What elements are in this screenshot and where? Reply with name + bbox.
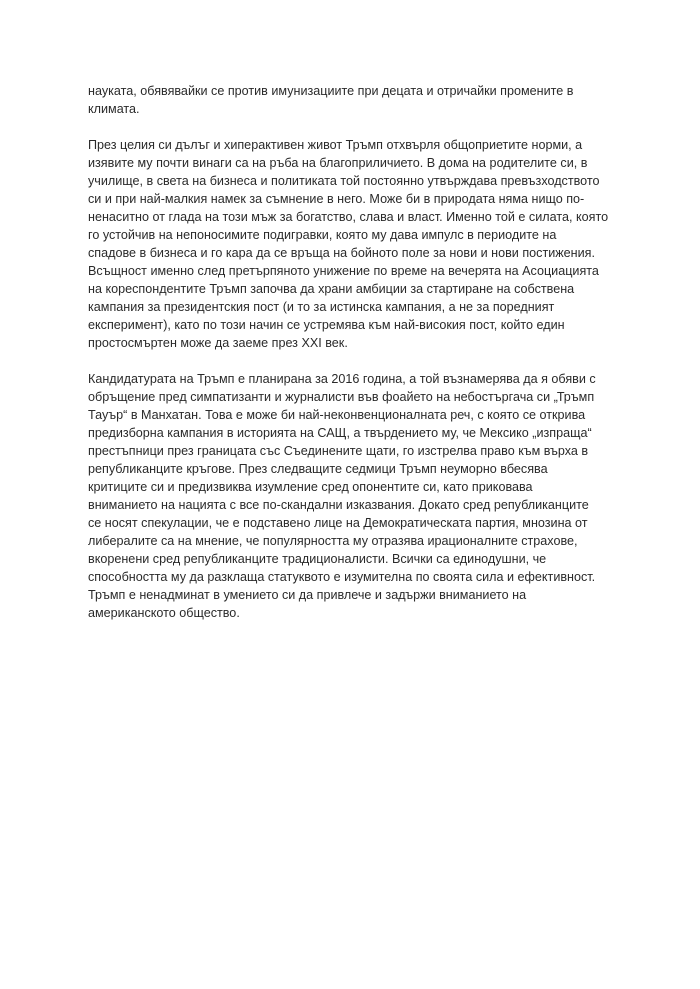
paragraph-2 (88, 136, 608, 352)
text-line: изявите му почти винаги са на ръба на благоприличието. В дома на родителите си, в (88, 156, 588, 170)
text-line: Тауър“ в Манхатан. Това е може би най-неконвенционалната реч, с която се открива (88, 408, 586, 422)
text-line: републиканците кръгове. През следващите седмици Тръмп неуморно вбесява (88, 462, 548, 476)
text-line: критиците си и предизвиква изумление сред опонентите си, като приковава (88, 480, 533, 494)
text-line: Кандидатурата на Тръмп е планирана за 2016 година, а той възнамерява да я обяви с (88, 372, 596, 386)
text-line: експеримент), като по този начин се устремява към най-високия пост, който един (88, 318, 565, 332)
text-line: простосмъртен може да заеме през XXI век. (88, 336, 348, 350)
text-line: се носят спекулации, че е подставено лице на Демократическата партия, мнозина от (88, 516, 588, 530)
text-line: престъпници през границата със Съединените щати, го изстрелва право към върха в (88, 444, 589, 458)
paragraph-3 (88, 370, 608, 622)
text-line: вниманието на нацията с все по-скандални изказвания. Докато сред републиканците (88, 498, 589, 512)
text-line: вкоренени сред републиканците традиционалисти. Всички са единодушни, че (88, 552, 547, 566)
paragraph-1 (88, 82, 608, 118)
text-line: си и при най-малкия намек за съмнение в него. Може би в природата няма нищо по- (88, 192, 585, 206)
text-line: либералите са на мнение, че популярността му отразява ирационалните страхове, (88, 534, 578, 548)
text-line: Всъщност именно след претърпяното унижение по време на вечерята на Асоциацията (88, 264, 599, 278)
text-line: на кореспондентите Тръмп започва да храни амбиции за стартиране на собствена (88, 282, 575, 296)
text-line: кампания за президентския пост (и то за истинска кампания, а не за поредният (88, 300, 555, 314)
text-line: обръщение пред симпатизанти и журналисти във фоайето на небостъргача си „Тръмп (88, 390, 595, 404)
body-text (88, 82, 608, 640)
text-line: го устойчив на непоносимите подигравки, която му дава импулс в периодите на (88, 228, 557, 242)
text-line: Тръмп е ненадминат в умението си да привлече и задържи вниманието на (88, 588, 527, 602)
text-line: През целия си дълъг и хиперактивен живот Тръмп отхвърля общоприетите норми, а (88, 138, 583, 152)
text-line: предизборна кампания в историята на САЩ, а твърдението му, че Мексико „изпраща“ (88, 426, 592, 440)
text-line: ненаситно от глада на този мъж за богатство, слава и власт. Именно той е силата, която (88, 210, 609, 224)
text-line: спадове в бизнеса и го кара да се връща на бойното поле за нови и нови постижения. (88, 246, 595, 260)
text-line: способността му да разклаща статуквото е изумителна по своята сила и ефективност. (88, 570, 596, 584)
text-line: американското общество. (88, 606, 240, 620)
text-line: климата. (88, 102, 140, 116)
text-line: училище, в света на бизнеса и политиката той постоянно утвърждава превъзходството (88, 174, 600, 188)
text-line: науката, обявявайки се против имунизациите при децата и отричайки промените в (88, 84, 574, 98)
